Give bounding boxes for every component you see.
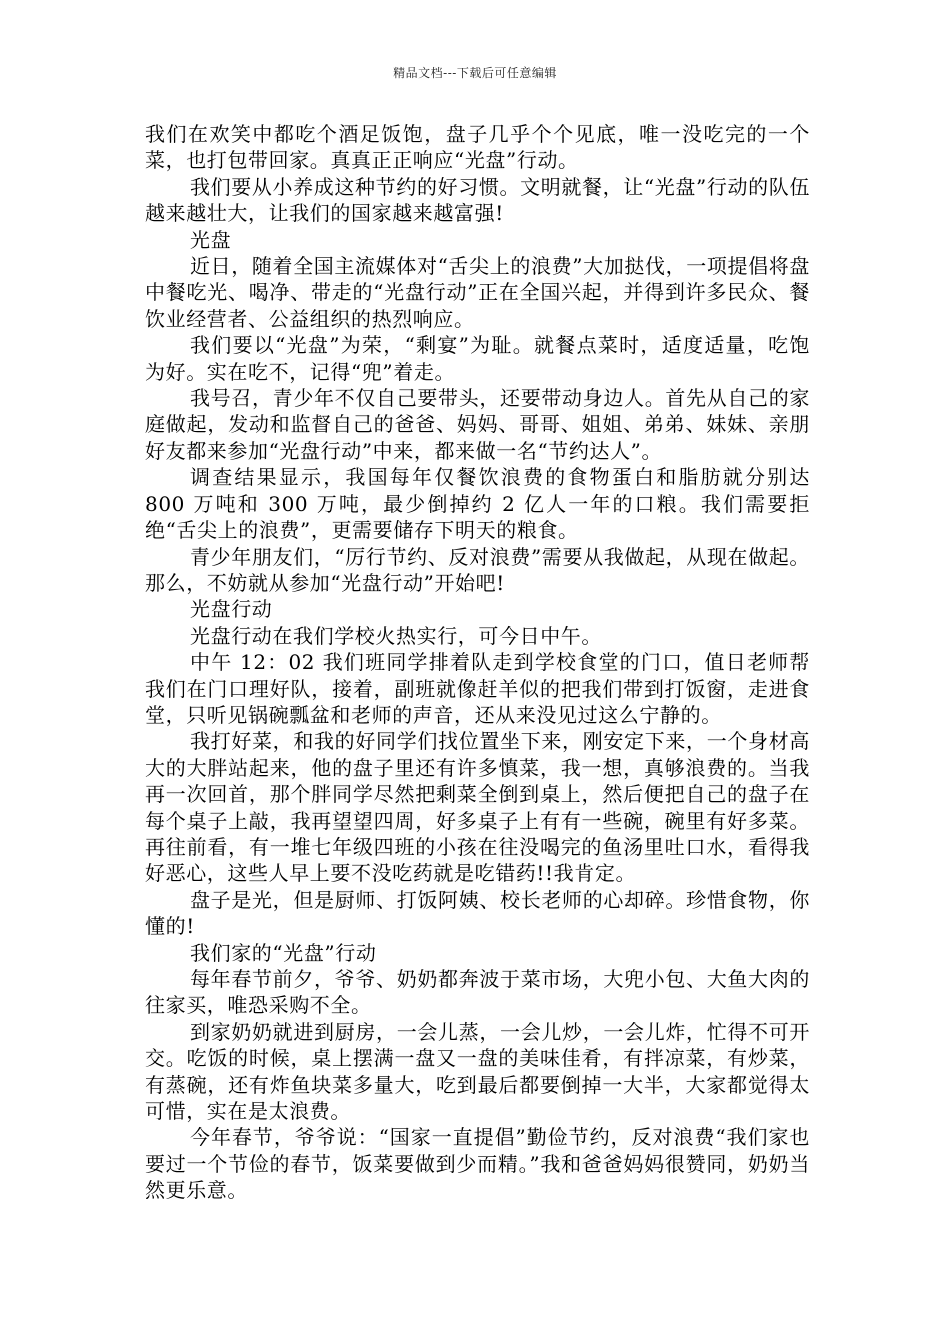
document-body [145, 121, 810, 1204]
paragraph: 盘子是光，但是厨师、打饭阿姨、校长老师的心却碎。珍惜食物，你懂的! [145, 887, 810, 939]
section-title: 我们家的“光盘”行动 [190, 940, 377, 965]
paragraph: 我们要从小养成这种节约的好习惯。文明就餐，让“光盘”行动的队伍越来越壮大，让我们的国家越来越富强! [145, 174, 810, 226]
paragraph: 光盘行动在我们学校火热实行，可今日中午。 [190, 623, 602, 648]
paragraph: 我打好菜，和我的好同学们找位置坐下来，刚安定下来，一个身材高大的大胖站起来，他的盘子里还有许多慎菜，我一想，真够浪费的。当我再一次回首，那个胖同学尽然把剩菜全倒到桌上，然后便把自己的盘子在每个桌子上敲，我再望望四周，好多桌子上有有一些碗，碗里有好多菜。再往前看，有一堆七年级四班的小孩在往没喝完的鱼汤里吐口水，看得我好恶心，这些人早上要不没吃药就是吃错药!!我肯定。 [145, 729, 810, 886]
paragraph: 我们要以“光盘”为荣，“剩宴”为耻。就餐点菜时，适度适量，吃饱为好。实在吃不，记得“兜”着走。 [145, 333, 810, 384]
paragraph: 中午 12：02 我们班同学排着队走到学校食堂的门口，值日老师帮我们在门口理好队，接着，副班就像赶羊似的把我们带到打饭窗，走进食堂，只听见锅碗瓢盆和老师的声音，还从来没见过这么宁静的。 [145, 650, 810, 727]
paragraph: 每年春节前夕，爷爷、奶奶都奔波于菜市场，大兜小包、大鱼大肉的往家买，唯恐采购不全。 [145, 967, 810, 1018]
section-title: 光盘行动 [190, 597, 273, 622]
paragraph: 到家奶奶就进到厨房，一会儿蒸，一会儿炒，一会儿炸，忙得不可开交。吃饭的时候，桌上摆满一盘又一盘的美味佳肴，有拌凉菜，有炒菜，有蒸碗，还有炸鱼块菜多量大，吃到最后都要倒掉一大半，大家都觉得太可惜，实在是太浪费。 [145, 1019, 810, 1124]
paragraph-continued: 我们在欢笑中都吃个酒足饭饱，盘子几乎个个见底，唯一没吃完的一个菜，也打包带回家。真真正正响应“光盘”行动。 [145, 122, 810, 173]
section-title: 光盘 [190, 227, 232, 252]
paragraph: 我号召，青少年不仅自己要带头，还要带动身边人。首先从自己的家庭做起，发动和监督自己的爸爸、妈妈、哥哥、姐姐、弟弟、妹妹、亲朋好友都来参加“光盘行动”中来，都来做一名“节约达人”。 [145, 386, 810, 463]
paragraph: 近日，随着全国主流媒体对“舌尖上的浪费”大加挞伐，一项提倡将盘中餐吃光、喝净、带走的“光盘行动”正在全国兴起，并得到许多民众、餐饮业经营者、公益组织的热烈响应。 [145, 254, 810, 331]
paragraph: 调查结果显示，我国每年仅餐饮浪费的食物蛋白和脂肪就分别达 800 万吨和 300 万吨，最少倒掉约 2 亿人一年的口粮。我们需要拒绝“舌尖上的浪费”，更需要储存下明天的粮食。 [145, 465, 810, 543]
paragraph: 青少年朋友们，“厉行节约、反对浪费”需要从我做起，从现在做起。那么，不妨就从参加“光盘行动”开始吧! [145, 544, 810, 595]
paragraph: 今年春节，爷爷说：“国家一直提倡”勤俭节约，反对浪费“我们家也要过一个节俭的春节，饭菜要做到少而精。”我和爸爸妈妈很赞同，奶奶当然更乐意。 [145, 1125, 810, 1203]
page-header: 精品文档---下载后可任意编辑 [393, 66, 557, 80]
